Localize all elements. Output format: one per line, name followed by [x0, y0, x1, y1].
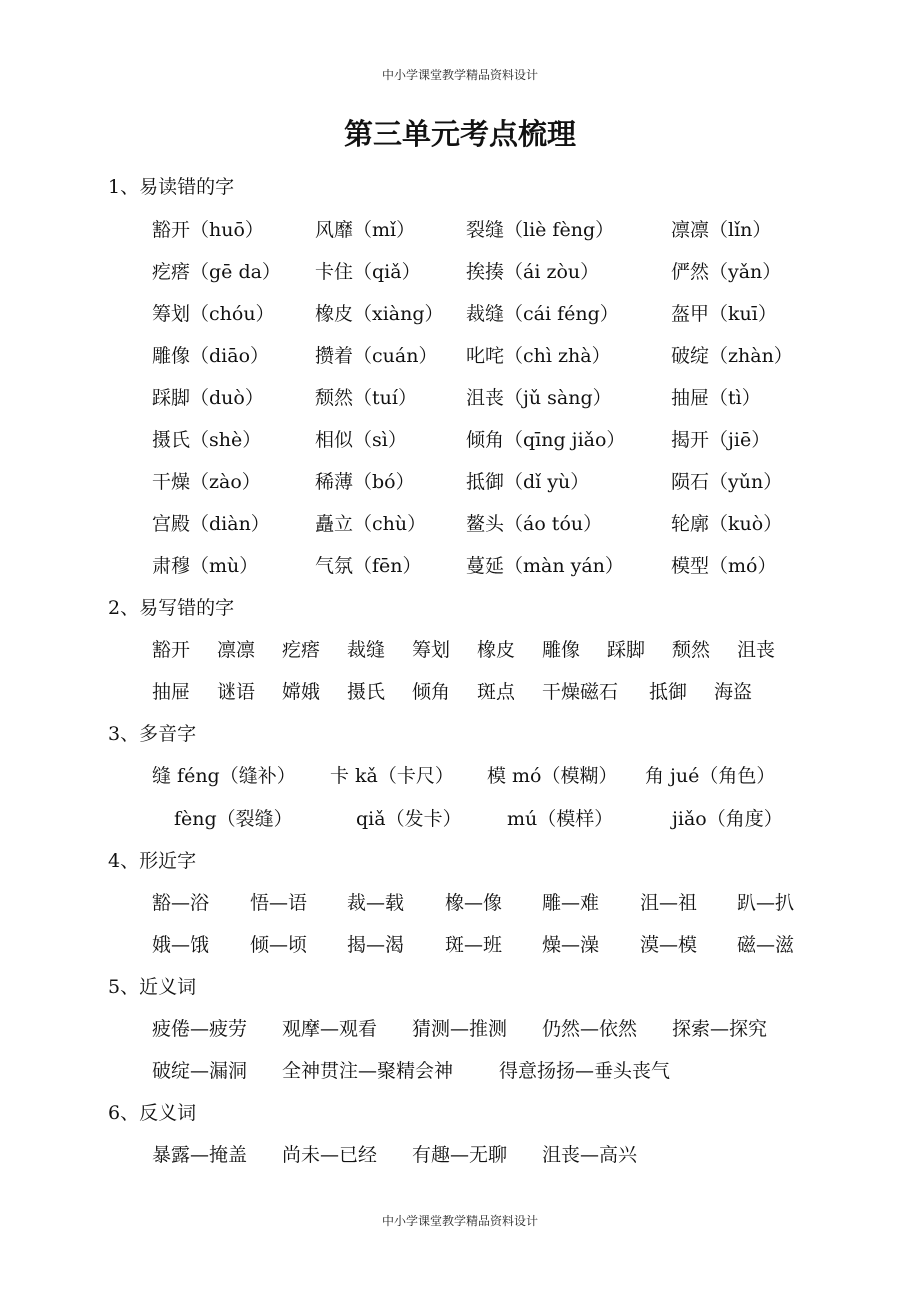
list-item: 踩脚: [607, 639, 646, 661]
list-item: 沮丧: [737, 639, 776, 661]
list-item: 磁—滋: [737, 934, 795, 956]
list-item: 仍然—依然: [542, 1018, 638, 1040]
section-heading: 3、多音字: [108, 723, 197, 745]
list-item: 得意扬扬—垂头丧气: [499, 1060, 671, 1082]
list-item: 缝 féng（缝补）: [152, 765, 296, 787]
list-item: 雕像: [542, 639, 581, 661]
section-heading: 6、反义词: [108, 1102, 197, 1124]
list-item: 沮—祖: [640, 892, 698, 914]
list-item: 踩脚（duò）: [152, 387, 264, 409]
page-footer: 中小学课堂教学精品资料设计: [381, 1214, 538, 1228]
list-item: 全神贯注—聚精会神: [282, 1060, 454, 1082]
list-item: 气氛（fēn）: [315, 555, 422, 577]
list-item: qiǎ（发卡）: [356, 808, 462, 830]
list-item: 肃穆（mù）: [152, 555, 259, 577]
list-item: 雕—难: [542, 892, 600, 914]
list-item: 鳌头（áo tóu）: [466, 513, 603, 535]
list-item: mú（模样）: [507, 808, 614, 830]
section-heading: 1、易读错的字: [108, 176, 235, 198]
list-item: 稀薄（bó）: [315, 471, 415, 493]
list-item: 海盗: [714, 681, 753, 703]
list-item: 筹划（chóu）: [152, 303, 275, 325]
list-item: 橡皮（xiàng）: [315, 303, 444, 325]
list-item: 筹划: [412, 639, 451, 661]
list-item: 矗立（chù）: [315, 513, 427, 535]
list-item: 趴—扒: [737, 892, 795, 914]
list-item: 观摩—观看: [282, 1018, 378, 1040]
list-item: 陨石（yǔn）: [671, 471, 783, 493]
list-item: 抵御: [649, 681, 688, 703]
list-item: 漠—模: [640, 934, 698, 956]
list-item: 斑点: [477, 681, 516, 703]
list-item: 轮廓（kuò）: [671, 513, 783, 535]
list-item: 猜测—推测: [412, 1018, 508, 1040]
list-item: 抽屉（tì）: [671, 387, 761, 409]
list-item: 斑—班: [445, 934, 503, 956]
list-item: 挨揍（ái zòu）: [466, 261, 600, 283]
list-item: 抽屉: [152, 681, 191, 703]
list-item: 倾角（qīng jiǎo）: [466, 429, 626, 451]
list-item: 角 jué（角色）: [645, 765, 776, 787]
list-item: 抵御（dǐ yù）: [466, 471, 590, 493]
list-item: 揭—渴: [347, 934, 405, 956]
list-item: 破绽—漏洞: [152, 1060, 248, 1082]
list-item: 卡 kǎ（卡尺）: [330, 765, 454, 787]
list-item: 燥—澡: [542, 934, 600, 956]
list-item: 沮丧—高兴: [542, 1144, 638, 1166]
list-item: 裂缝（liè fèng）: [466, 219, 615, 241]
list-item: 疲倦—疲劳: [152, 1018, 248, 1040]
page-header: 中小学课堂教学精品资料设计: [381, 68, 538, 82]
list-item: 沮丧（jǔ sàng）: [466, 387, 612, 409]
list-item: 雕像（diāo）: [152, 345, 270, 367]
list-item: 探索—探究: [672, 1018, 768, 1040]
section-heading: 4、形近字: [108, 850, 197, 872]
list-item: 裁缝（cái féng）: [466, 303, 619, 325]
list-item: 盔甲（kuī）: [671, 303, 777, 325]
list-item: 凛凛: [217, 639, 256, 661]
list-item: 摄氏（shè）: [152, 429, 262, 451]
list-item: 裁—载: [347, 892, 405, 914]
list-item: 相似（sì）: [315, 429, 407, 451]
list-item: 疙瘩（gē da）: [152, 261, 281, 283]
list-item: 倾—顷: [250, 934, 308, 956]
list-item: 娥—饿: [152, 934, 210, 956]
list-item: 谜语: [217, 681, 256, 703]
list-item: 攒着（cuán）: [315, 345, 438, 367]
list-item: 尚未—已经: [282, 1144, 378, 1166]
list-item: 有趣—无聊: [412, 1144, 508, 1166]
list-item: 颓然: [672, 639, 711, 661]
list-item: 悟—语: [250, 892, 308, 914]
list-item: 凛凛（lǐn）: [671, 219, 772, 241]
list-item: 干燥（zào）: [152, 471, 261, 493]
list-item: fèng（裂缝）: [174, 808, 293, 830]
list-item: 宫殿（diàn）: [152, 513, 270, 535]
list-item: 破绽（zhàn）: [671, 345, 793, 367]
list-item: 卡住（qiǎ）: [315, 261, 421, 283]
list-item: 嫦娥: [282, 681, 321, 703]
list-item: 风靡（mǐ）: [315, 219, 416, 241]
list-item: 蔓延（màn yán）: [466, 555, 624, 577]
section-heading: 5、近义词: [108, 976, 197, 998]
list-item: 倾角: [412, 681, 451, 703]
list-item: 橡—像: [445, 892, 503, 914]
list-item: 俨然（yǎn）: [671, 261, 782, 283]
list-item: 橡皮: [477, 639, 516, 661]
page-title: 第三单元考点梳理: [343, 117, 576, 151]
list-item: 疙瘩: [282, 639, 321, 661]
section-heading: 2、易写错的字: [108, 597, 235, 619]
list-item: 颓然（tuí）: [315, 387, 417, 409]
list-item: 豁开（huō）: [152, 219, 264, 241]
list-item: 豁开: [152, 639, 191, 661]
list-item: 豁—浴: [152, 892, 210, 914]
list-item: 暴露—掩盖: [152, 1144, 248, 1166]
list-item: 模型（mó）: [671, 555, 777, 577]
list-item: 模 mó（模糊）: [487, 765, 618, 787]
list-item: jiǎo（角度）: [672, 808, 783, 830]
list-item: 叱咤（chì zhà）: [466, 345, 611, 367]
list-item: 裁缝: [347, 639, 386, 661]
list-item: 摄氏: [347, 681, 386, 703]
list-item: 干燥磁石: [542, 681, 619, 703]
list-item: 揭开（jiē）: [671, 429, 771, 451]
